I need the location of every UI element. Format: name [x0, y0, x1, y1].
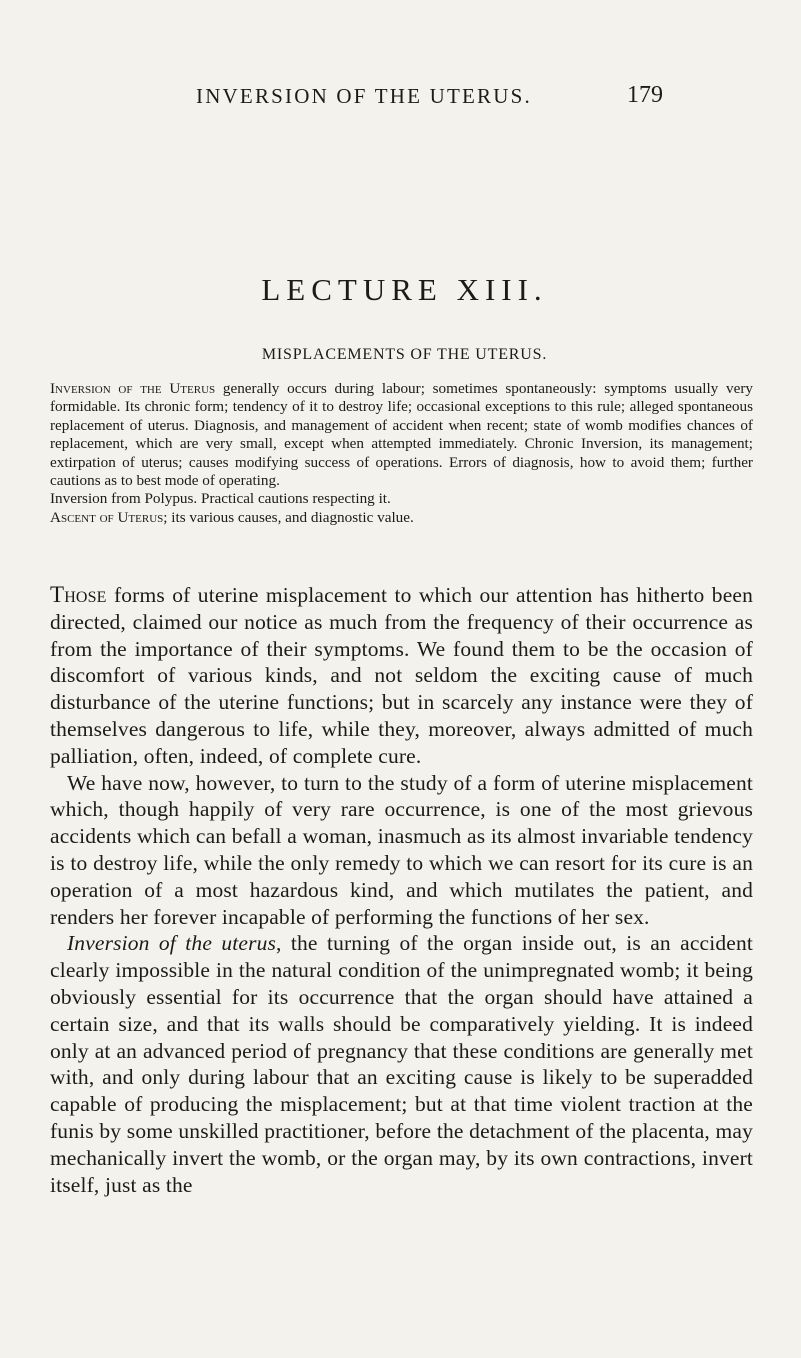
synopsis-lead: Ascent of Uterus [50, 508, 164, 526]
paragraph-text: , the turning of the organ inside out, is an accident clearly impossible in the natural condition of the unimpregnated womb; it being obviously essential for its occurrence that the organ should have attained a certain size, and that its walls should be comparatively yielding. It is indeed only at an advanced period of pregnancy that these conditions are generally met with, and only during labour that an exciting cause is likely to be superadded capable of producing the misplacement; but at that time violent traction at the funis by some unskilled practitioner, before the detachment of the placenta, may mechanically invert the womb, or the organ may, by its own contractions, invert itself, just as the [50, 931, 753, 1197]
chapter-subtitle: MISPLACEMENTS OF THE UTERUS. [261, 346, 548, 363]
synopsis-paragraph [50, 509, 753, 527]
page-number: 179 [627, 82, 663, 108]
body-paragraph [50, 770, 753, 931]
body-text [50, 582, 753, 1198]
italic-term: Inversion of the uterus [67, 931, 277, 956]
running-title: INVERSION OF THE UTERUS. [196, 84, 532, 108]
running-head [0, 82, 801, 112]
synopsis-text: generally occurs during labour; sometimes spontaneously: symptoms usually very formidable. Its chronic form; tendency of it to destroy life; occasional exceptions to this rule; alleged spontaneous replacement of uterus. Diagnosis, and management of accident when recent; state of womb modifies chances of replacement, which are very small, except when attempted immediately. Chronic Inversion, its management; extirpation of uterus; causes modifying success of operations. Errors of diagnosis, how to avoid them; further cautions as to best mode of operating. [50, 380, 753, 490]
synopsis-text: Inversion from Polypus. Practical cautions respecting it. [50, 490, 391, 508]
body-paragraph [50, 930, 753, 1198]
paragraph-text: We have now, however, to turn to the study of a form of uterine misplacement which, though happily of very rare occurrence, is one of the most grievous accidents which can befall a woman, inasmuch as its almost invariable tendency is to destroy life, while the only remedy to which we can resort for its cure is an operation of a most hazardous kind, and which mutilates the patient, and renders her forever incapable of performing the functions of her sex. [50, 770, 753, 929]
lecture-title: LECTURE XIII. [261, 272, 548, 307]
paragraph-text: forms of uterine misplacement to which our attention has hitherto been directed, claimed our notice as much from the frequency of their occurrence as from the importance of their symptoms. We found them to be the occasion of discomfort of various kinds, and not seldom the exciting cause of much disturbance of the uterine functions; but in scarcely any instance were they of themselves dangerous to life, while they, moreover, always admitted of much palliation, often, indeed, of complete cure. [50, 583, 753, 768]
synopsis-text: ; its various causes, and diagnostic value. [163, 508, 414, 526]
chapter-synopsis [50, 380, 753, 527]
synopsis-paragraph [50, 380, 753, 490]
synopsis-lead: Inversion of the Uterus [50, 380, 216, 397]
opening-word: Those [50, 582, 107, 607]
body-paragraph [50, 582, 753, 770]
synopsis-paragraph [50, 490, 753, 508]
